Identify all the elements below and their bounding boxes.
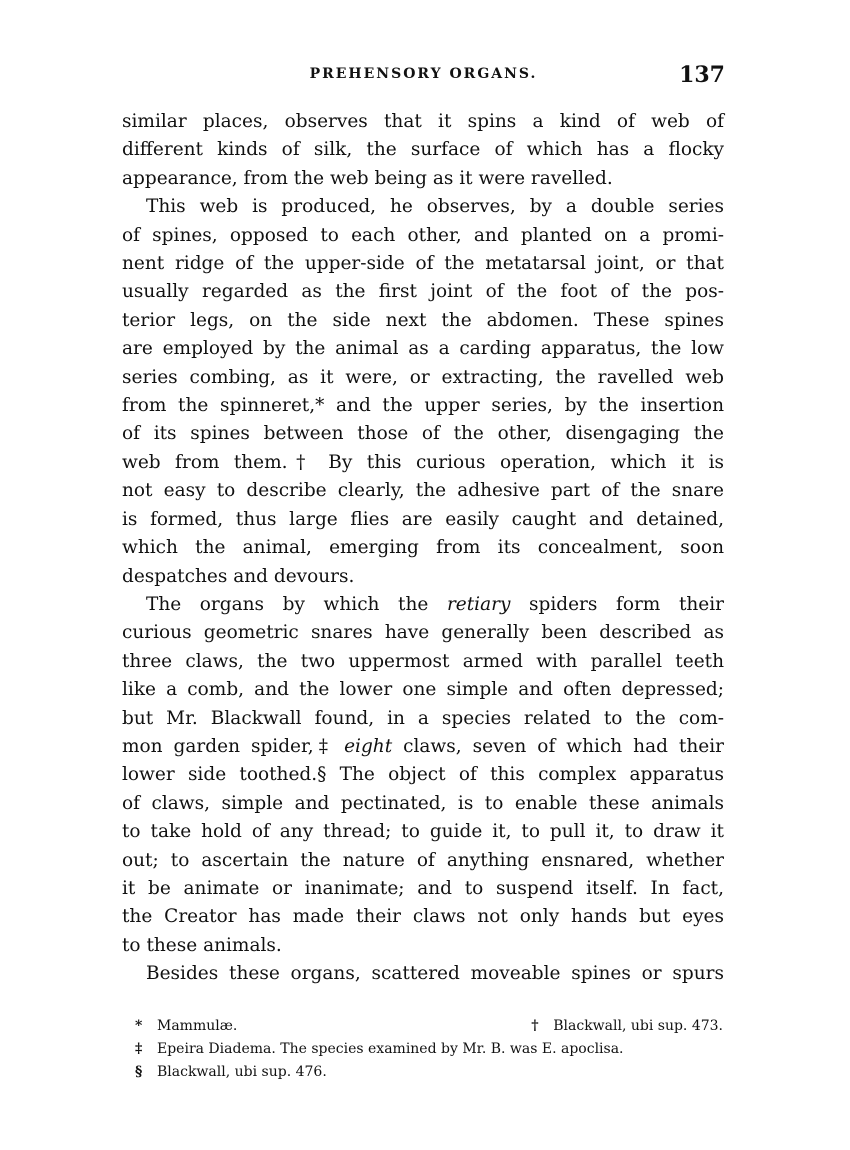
text-line: out; to ascertain the nature of anything ensnared, whether bbox=[122, 849, 724, 871]
text-line: The organs by which the retiary spiders form their bbox=[146, 593, 725, 615]
running-title: PREHENSORY ORGANS. bbox=[309, 66, 538, 82]
text-line: similar places, observes that it spins a kind of web of bbox=[122, 111, 724, 132]
text-line: three claws, the two uppermost armed with parallel teeth bbox=[122, 650, 724, 672]
footnote-epeira: ‡ Epeira Diadema. The species examined by Mr. B. was E. apoclisa. bbox=[135, 1038, 624, 1061]
text-line: appearance, from the web being as it were ravelled. bbox=[122, 167, 613, 189]
footnote-mammulae: * Mammulæ. bbox=[135, 1015, 237, 1038]
text-line: This web is produced, he observes, by a double series bbox=[146, 196, 724, 218]
text-line: are employed by the animal as a carding apparatus, the low bbox=[122, 338, 724, 360]
footnote-mark: * bbox=[135, 1018, 143, 1034]
text-line: nent ridge of the upper-side of the metatarsal joint, or that bbox=[122, 253, 724, 275]
footnote-mark: ‡ bbox=[135, 1041, 143, 1057]
emphasis-eight: eight bbox=[344, 735, 393, 757]
text-line: mon garden spider,‡ eight claws, seven of which had their bbox=[122, 735, 724, 757]
emphasis-retiary: retiary bbox=[446, 593, 511, 615]
text-line: like a comb, and the lower one simple and often depressed; bbox=[122, 679, 724, 701]
footnote-mark: † bbox=[531, 1018, 539, 1034]
text-line: usually regarded as the first joint of the foot of the pos- bbox=[122, 281, 724, 303]
running-head bbox=[122, 62, 725, 92]
text-line: which the animal, emerging from its concealment, soon bbox=[122, 537, 724, 559]
text-line: series combing, as it were, or extracting, the ravelled web bbox=[122, 366, 724, 388]
text-line: it be animate or inanimate; and to suspend itself. In fact, bbox=[122, 877, 724, 899]
text-line: to these animals. bbox=[122, 934, 282, 956]
text-line: web from them.† By this curious operation, which it is bbox=[122, 451, 724, 473]
text-line: different kinds of silk, the surface of which has a flocky bbox=[122, 139, 724, 161]
text-line: the Creator has made their claws not only hands but eyes bbox=[122, 906, 724, 928]
body-text bbox=[122, 108, 724, 989]
text-line: lower side toothed.§ The object of this complex apparatus bbox=[122, 764, 724, 786]
text-line: curious geometric snares have generally been described as bbox=[122, 622, 724, 644]
footnotes bbox=[135, 1015, 723, 1084]
footnote-row bbox=[135, 1061, 723, 1084]
footnote-row bbox=[135, 1015, 723, 1038]
footnote-mark: § bbox=[135, 1064, 143, 1080]
text-line: from the spinneret,* and the upper series, by the insertion bbox=[122, 395, 724, 417]
text-line: of claws, simple and pectinated, is to enable these animals bbox=[122, 792, 724, 814]
footnote-row bbox=[135, 1038, 723, 1061]
text-line: is formed, thus large flies are easily caught and detained, bbox=[122, 508, 724, 530]
footnote-blackwall-473: † Blackwall, ubi sup. 473. bbox=[531, 1015, 723, 1038]
text-line: to take hold of any thread; to guide it, to pull it, to draw it bbox=[122, 821, 724, 843]
page-number: 137 bbox=[679, 62, 725, 88]
text-line: of its spines between those of the other, disengaging the bbox=[122, 423, 724, 445]
text-line: not easy to describe clearly, the adhesive part of the snare bbox=[122, 480, 724, 502]
footnote-blackwall-476: § Blackwall, ubi sup. 476. bbox=[135, 1061, 327, 1084]
text-line: terior legs, on the side next the abdomen. These spines bbox=[122, 309, 724, 331]
text-line: Besides these organs, scattered moveable spines or spurs bbox=[146, 963, 724, 985]
text-line: but Mr. Blackwall found, in a species related to the com- bbox=[122, 707, 724, 729]
text-line: of spines, opposed to each other, and planted on a promi- bbox=[122, 224, 724, 246]
text-line: despatches and devours. bbox=[122, 565, 355, 587]
